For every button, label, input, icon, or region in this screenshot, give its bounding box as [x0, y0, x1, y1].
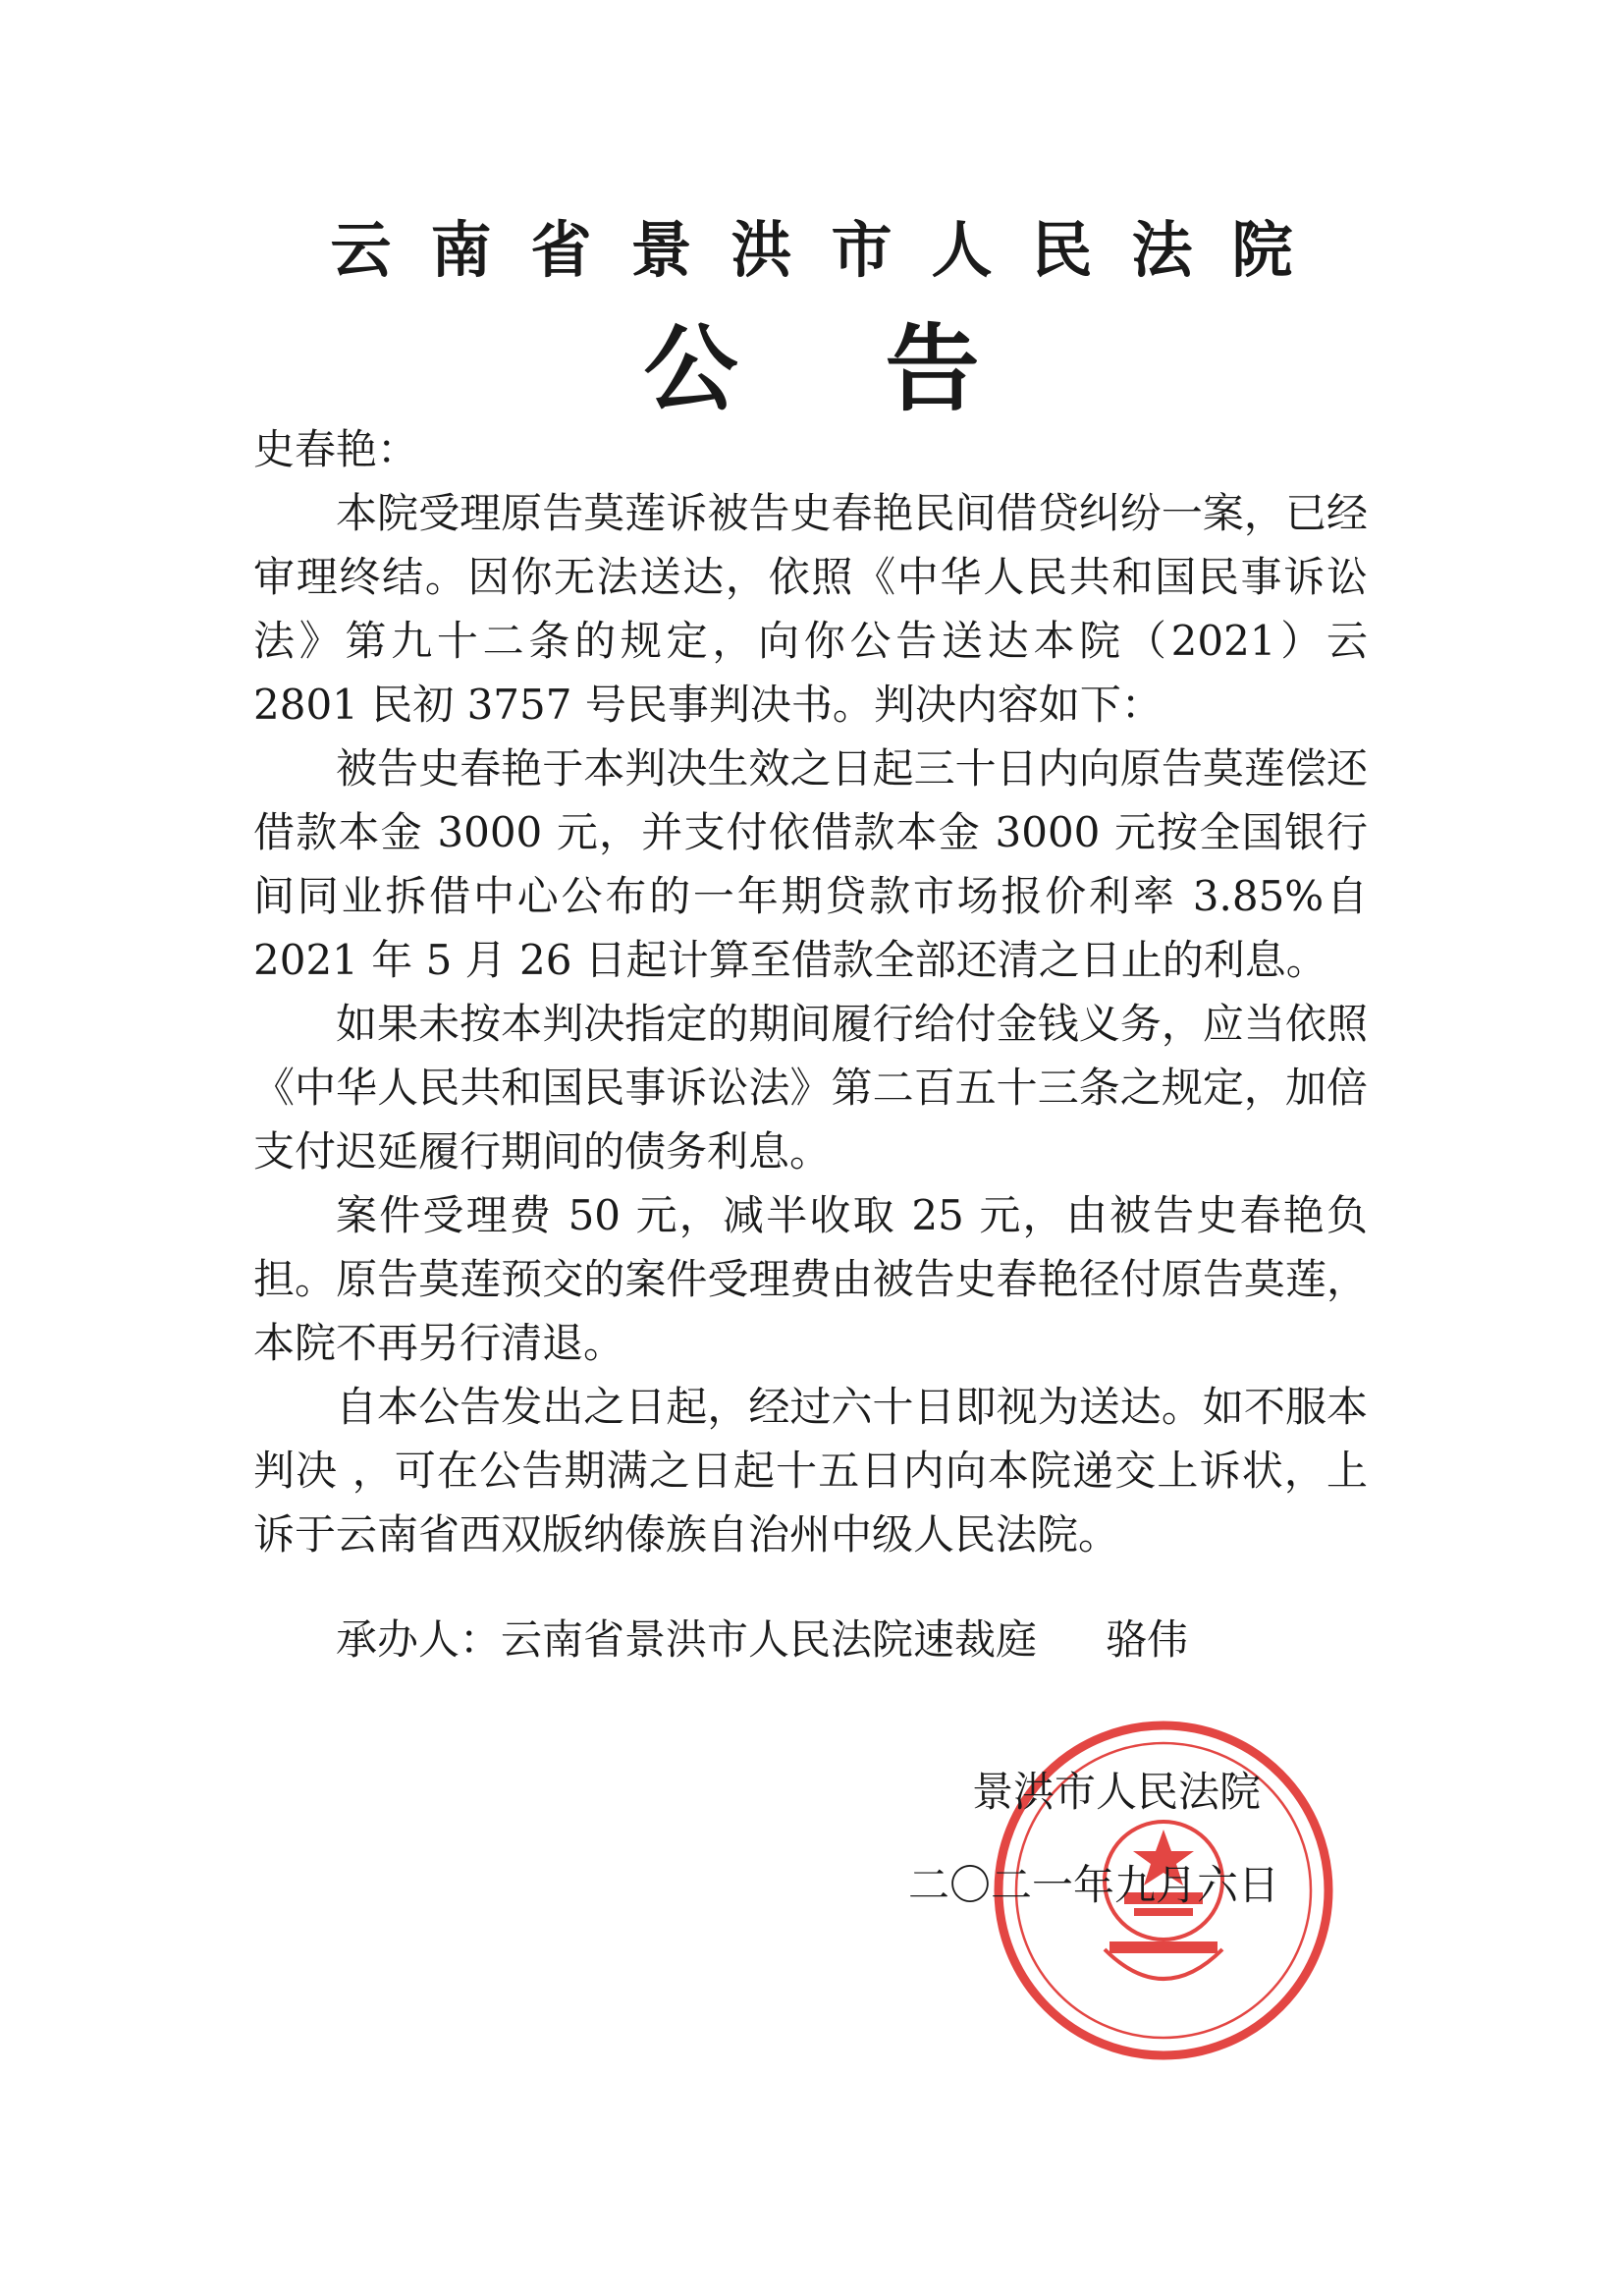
paragraph-case-fee: 案件受理费 50 元，减半收取 25 元，由被告史春艳负担。原告莫莲预交的案件受理费由被告史春艳径付原告莫莲，本院不再另行清退。: [253, 1191, 1368, 1367]
document-type-title: 公告: [643, 314, 1127, 424]
notice-body: [253, 417, 1368, 1566]
handler-line: [336, 1611, 1188, 1669]
paragraph-late-performance: 如果未按本判决指定的期间履行给付金钱义务，应当依照《中华人民共和国民事诉讼法》第二百五十三条之规定，加倍支付迟延履行期间的债务利息。: [253, 1000, 1368, 1175]
signing-date: 二〇二一年九月六日: [908, 1861, 1280, 1909]
addressee: 史春艳：: [253, 425, 419, 473]
paragraph-judgment-content: 被告史春艳于本判决生效之日起三十日内向原告莫莲偿还借款本金 3000 元，并支付依借款本金 3000 元按全国银行间同业拆借中心公布的一年期贷款市场报价利率 3.85%自 2021 年 5 月 26 日起计算至借款全部还清之日止的利息。: [253, 744, 1368, 984]
court-name: 云南省景洪市人民法院: [330, 214, 1332, 286]
paragraph-appeal-notice: 自本公告发出之日起，经过六十日即视为送达。如不服本判决 ，可在公告期满之日起十五日内向本院递交上诉状，上诉于云南省西双版纳傣族自治州中级人民法院。: [253, 1383, 1368, 1558]
paragraph-service-notice: 本院受理原告莫莲诉被告史春艳民间借贷纠纷一案，已经审理终结。因你无法送达，依照《中华人民共和国民事诉讼法》第九十二条的规定，向你公告送达本院（2021）云 2801 民初 3757 号民事判决书。判决内容如下：: [253, 489, 1368, 729]
handler-name: 骆伟: [1106, 1615, 1189, 1664]
signing-court: 景洪市人民法院: [972, 1768, 1262, 1816]
handler-label: 承办人：云南省景洪市人民法院速裁庭: [336, 1615, 1038, 1664]
